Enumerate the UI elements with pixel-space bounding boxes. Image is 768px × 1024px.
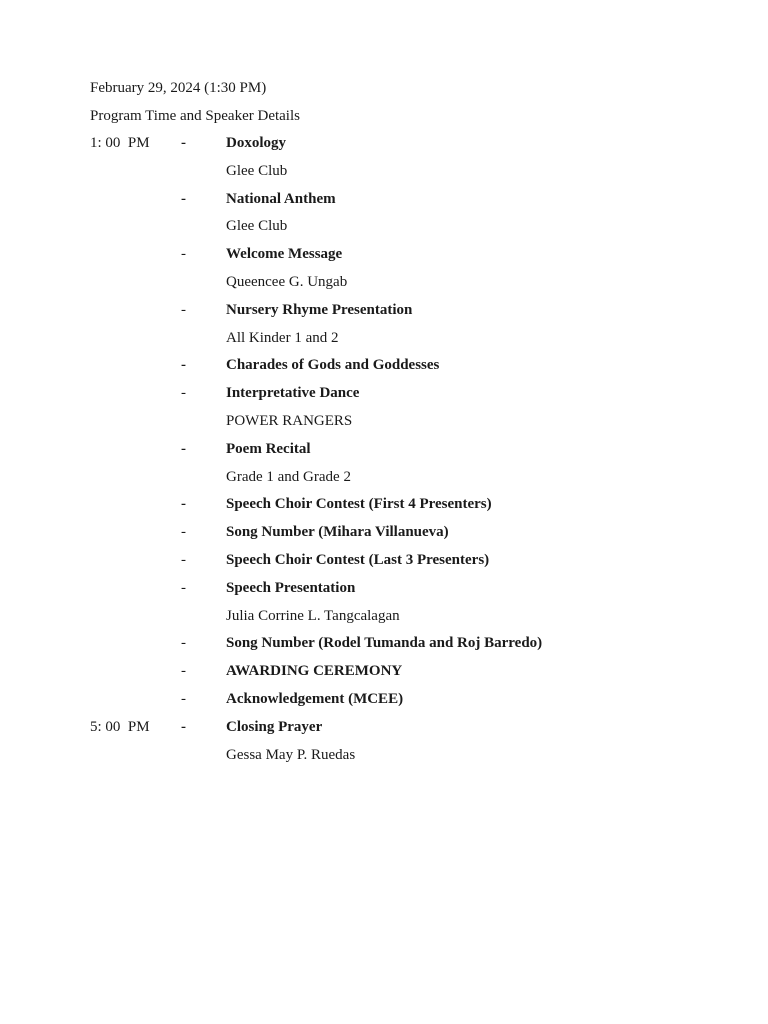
program-item-title: Song Number (Mihara Villanueva) [226, 524, 449, 541]
program-item-title: Doxology [226, 135, 286, 151]
program-item-title: National Anthem [226, 190, 336, 207]
program-item-title: Speech Choir Contest (Last 3 Presenters) [226, 551, 490, 568]
program-item [0, 578, 768, 606]
program-item-speaker: All Kinder 1 and 2 [226, 329, 339, 346]
program-item-speaker-row [0, 745, 768, 773]
program-bullet-dash: - [181, 635, 186, 652]
program-item [0, 550, 768, 578]
program-item [0, 661, 768, 689]
program-item-title: Welcome Message [226, 246, 343, 263]
program-item [0, 300, 768, 328]
program-item-speaker-row [0, 328, 768, 356]
program-item-speaker: Grade 1 and Grade 2 [226, 468, 351, 485]
program-item-speaker-row [0, 467, 768, 495]
program-bullet-dash: - [181, 357, 186, 374]
program-item-speaker: Glee Club [226, 162, 288, 179]
program-item [0, 244, 768, 272]
program-item [0, 133, 768, 161]
program-item-speaker-row [0, 161, 768, 189]
program-item-speaker: Julia Corrine L. Tangcalagan [226, 607, 400, 624]
program-item [0, 355, 768, 383]
program-item-speaker-row [0, 606, 768, 634]
program-item-title: Closing Prayer [226, 718, 323, 735]
program-item-speaker: POWER RANGERS [226, 412, 353, 429]
program-bullet-dash: - [181, 385, 186, 402]
program-bullet-dash: - [181, 190, 186, 207]
program-item [0, 717, 768, 745]
program-time: 1: 00 PM [90, 135, 150, 151]
program-item-speaker-row [0, 411, 768, 439]
program-bullet-dash: - [181, 524, 186, 541]
date-line: February 29, 2024 (1:30 PM) [90, 80, 267, 96]
program-item [0, 633, 768, 661]
program-item [0, 189, 768, 217]
program-item-speaker: Gessa May P. Ruedas [226, 746, 356, 763]
program-bullet-dash: - [181, 579, 186, 596]
program-item-speaker: Glee Club [226, 218, 288, 235]
program-item-title: Charades of Gods and Goddesses [226, 357, 440, 374]
program-item-title: Poem Recital [226, 440, 311, 457]
program-bullet-dash: - [181, 663, 186, 680]
program-bullet-dash: - [181, 690, 186, 707]
program-item-title: Speech Choir Contest (First 4 Presenters) [226, 496, 492, 513]
program-subtitle: Program Time and Speaker Details [90, 108, 300, 124]
program-item-speaker: Queencee G. Ungab [226, 273, 348, 290]
program-item-title: Acknowledgement (MCEE) [226, 690, 404, 707]
program-item-title: AWARDING CEREMONY [226, 663, 403, 680]
program-item-speaker-row [0, 272, 768, 300]
program-item [0, 494, 768, 522]
program-item-title: Song Number (Rodel Tumanda and Roj Barredo) [226, 635, 543, 652]
program-item-title: Nursery Rhyme Presentation [226, 301, 413, 318]
program-item [0, 689, 768, 717]
program-bullet-dash: - [181, 246, 186, 263]
program-item [0, 522, 768, 550]
program-item [0, 383, 768, 411]
program-bullet-dash: - [181, 496, 186, 513]
program-bullet-dash: - [181, 301, 186, 318]
program-bullet-dash: - [181, 440, 186, 457]
program-time: 5: 00 PM [90, 718, 150, 735]
program-bullet-dash: - [181, 718, 186, 735]
program-item-title: Speech Presentation [226, 579, 356, 596]
program-item [0, 439, 768, 467]
program-list [0, 133, 768, 772]
program-bullet-dash: - [181, 551, 186, 568]
program-item-speaker-row [0, 216, 768, 244]
program-bullet-dash: - [181, 135, 186, 151]
program-item-title: Interpretative Dance [226, 385, 360, 402]
